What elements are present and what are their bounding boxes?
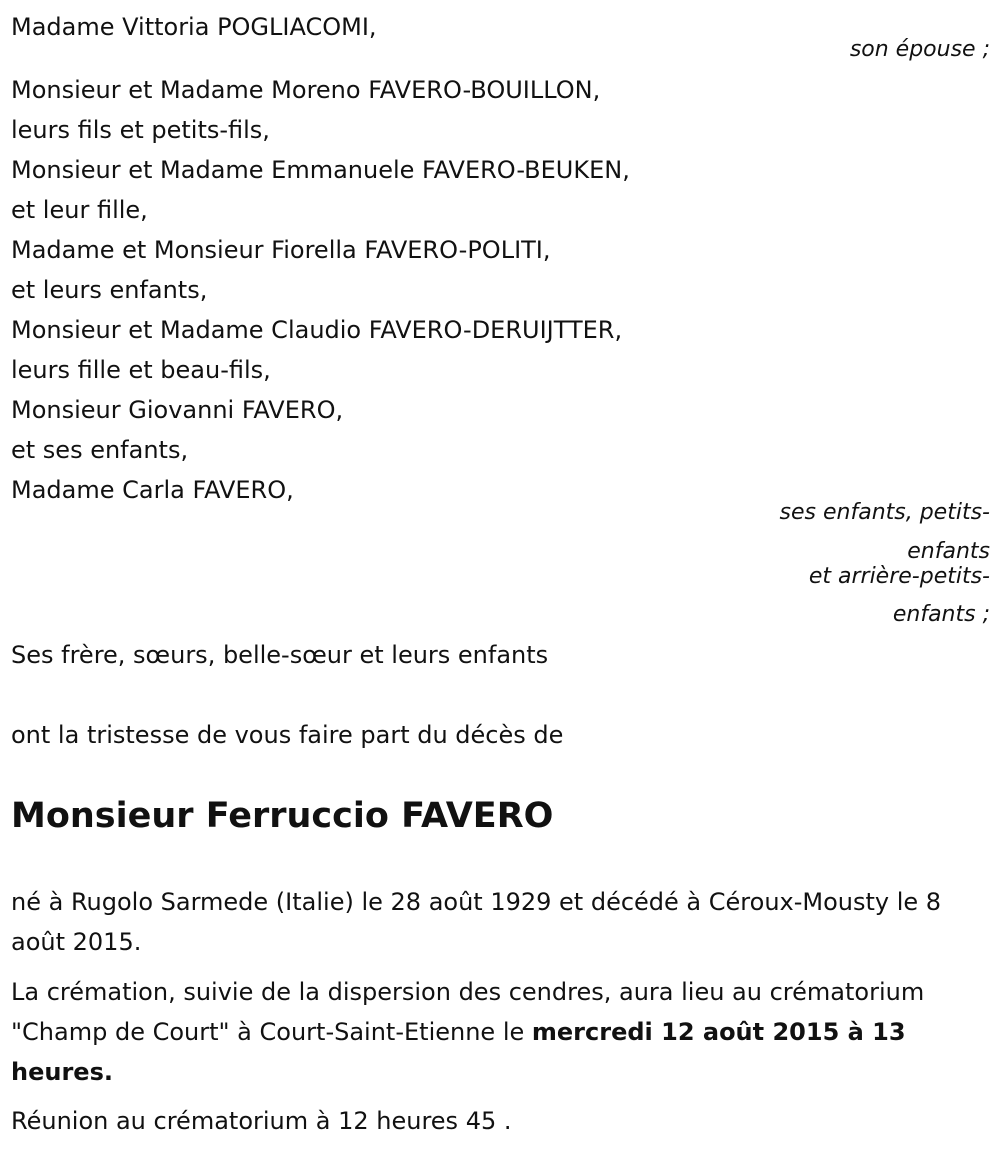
family-line: Monsieur Giovanni FAVERO,: [11, 396, 344, 424]
family-line: Monsieur et Madame Claudio FAVERO-DERUIJTTER,: [11, 316, 623, 344]
deceased-name: Monsieur Ferruccio FAVERO: [11, 796, 554, 836]
family-line: leurs fils et petits-fils,: [11, 116, 270, 144]
family-line: et leur fille,: [11, 196, 148, 224]
children-role-line: enfants: [907, 539, 990, 564]
family-line: Monsieur et Madame Moreno FAVERO-BOUILLON,: [11, 76, 601, 104]
meeting-details: Réunion au crématorium à 12 heures 45 .: [11, 1107, 512, 1135]
family-line: et leurs enfants,: [11, 276, 208, 304]
spouse-name: Madame Vittoria POGLIACOMI,: [11, 13, 377, 41]
children-role-line: et arrière-petits-: [808, 564, 990, 589]
cremation-date: mercredi 12 août 2015 à 13 heures.: [11, 1018, 906, 1086]
cremation-details: [11, 972, 996, 1092]
family-line: Monsieur et Madame Emmanuele FAVERO-BEUKEN,: [11, 156, 630, 184]
children-role-line: ses enfants, petits-: [779, 500, 990, 525]
siblings-line: Ses frère, sœurs, belle-sœur et leurs enfants: [11, 641, 549, 669]
announcement-intro: ont la tristesse de vous faire part du décès de: [11, 721, 564, 749]
family-line: Madame Carla FAVERO,: [11, 476, 294, 504]
spouse-role: son épouse ;: [849, 37, 990, 62]
family-line: Madame et Monsieur Fiorella FAVERO-POLITI,: [11, 236, 551, 264]
family-line: et ses enfants,: [11, 436, 189, 464]
family-line: leurs fille et beau-fils,: [11, 356, 271, 384]
children-role-line: enfants ;: [892, 602, 990, 627]
cremation-text: La crémation, suivie de la dispersion des cendres, aura lieu au crématorium "Champ de Court" à Court-Saint-Etienne le: [11, 978, 925, 1046]
birth-death-details: né à Rugolo Sarmede (Italie) le 28 août 1929 et décédé à Céroux-Mousty le 8 août 2015.: [11, 888, 942, 956]
